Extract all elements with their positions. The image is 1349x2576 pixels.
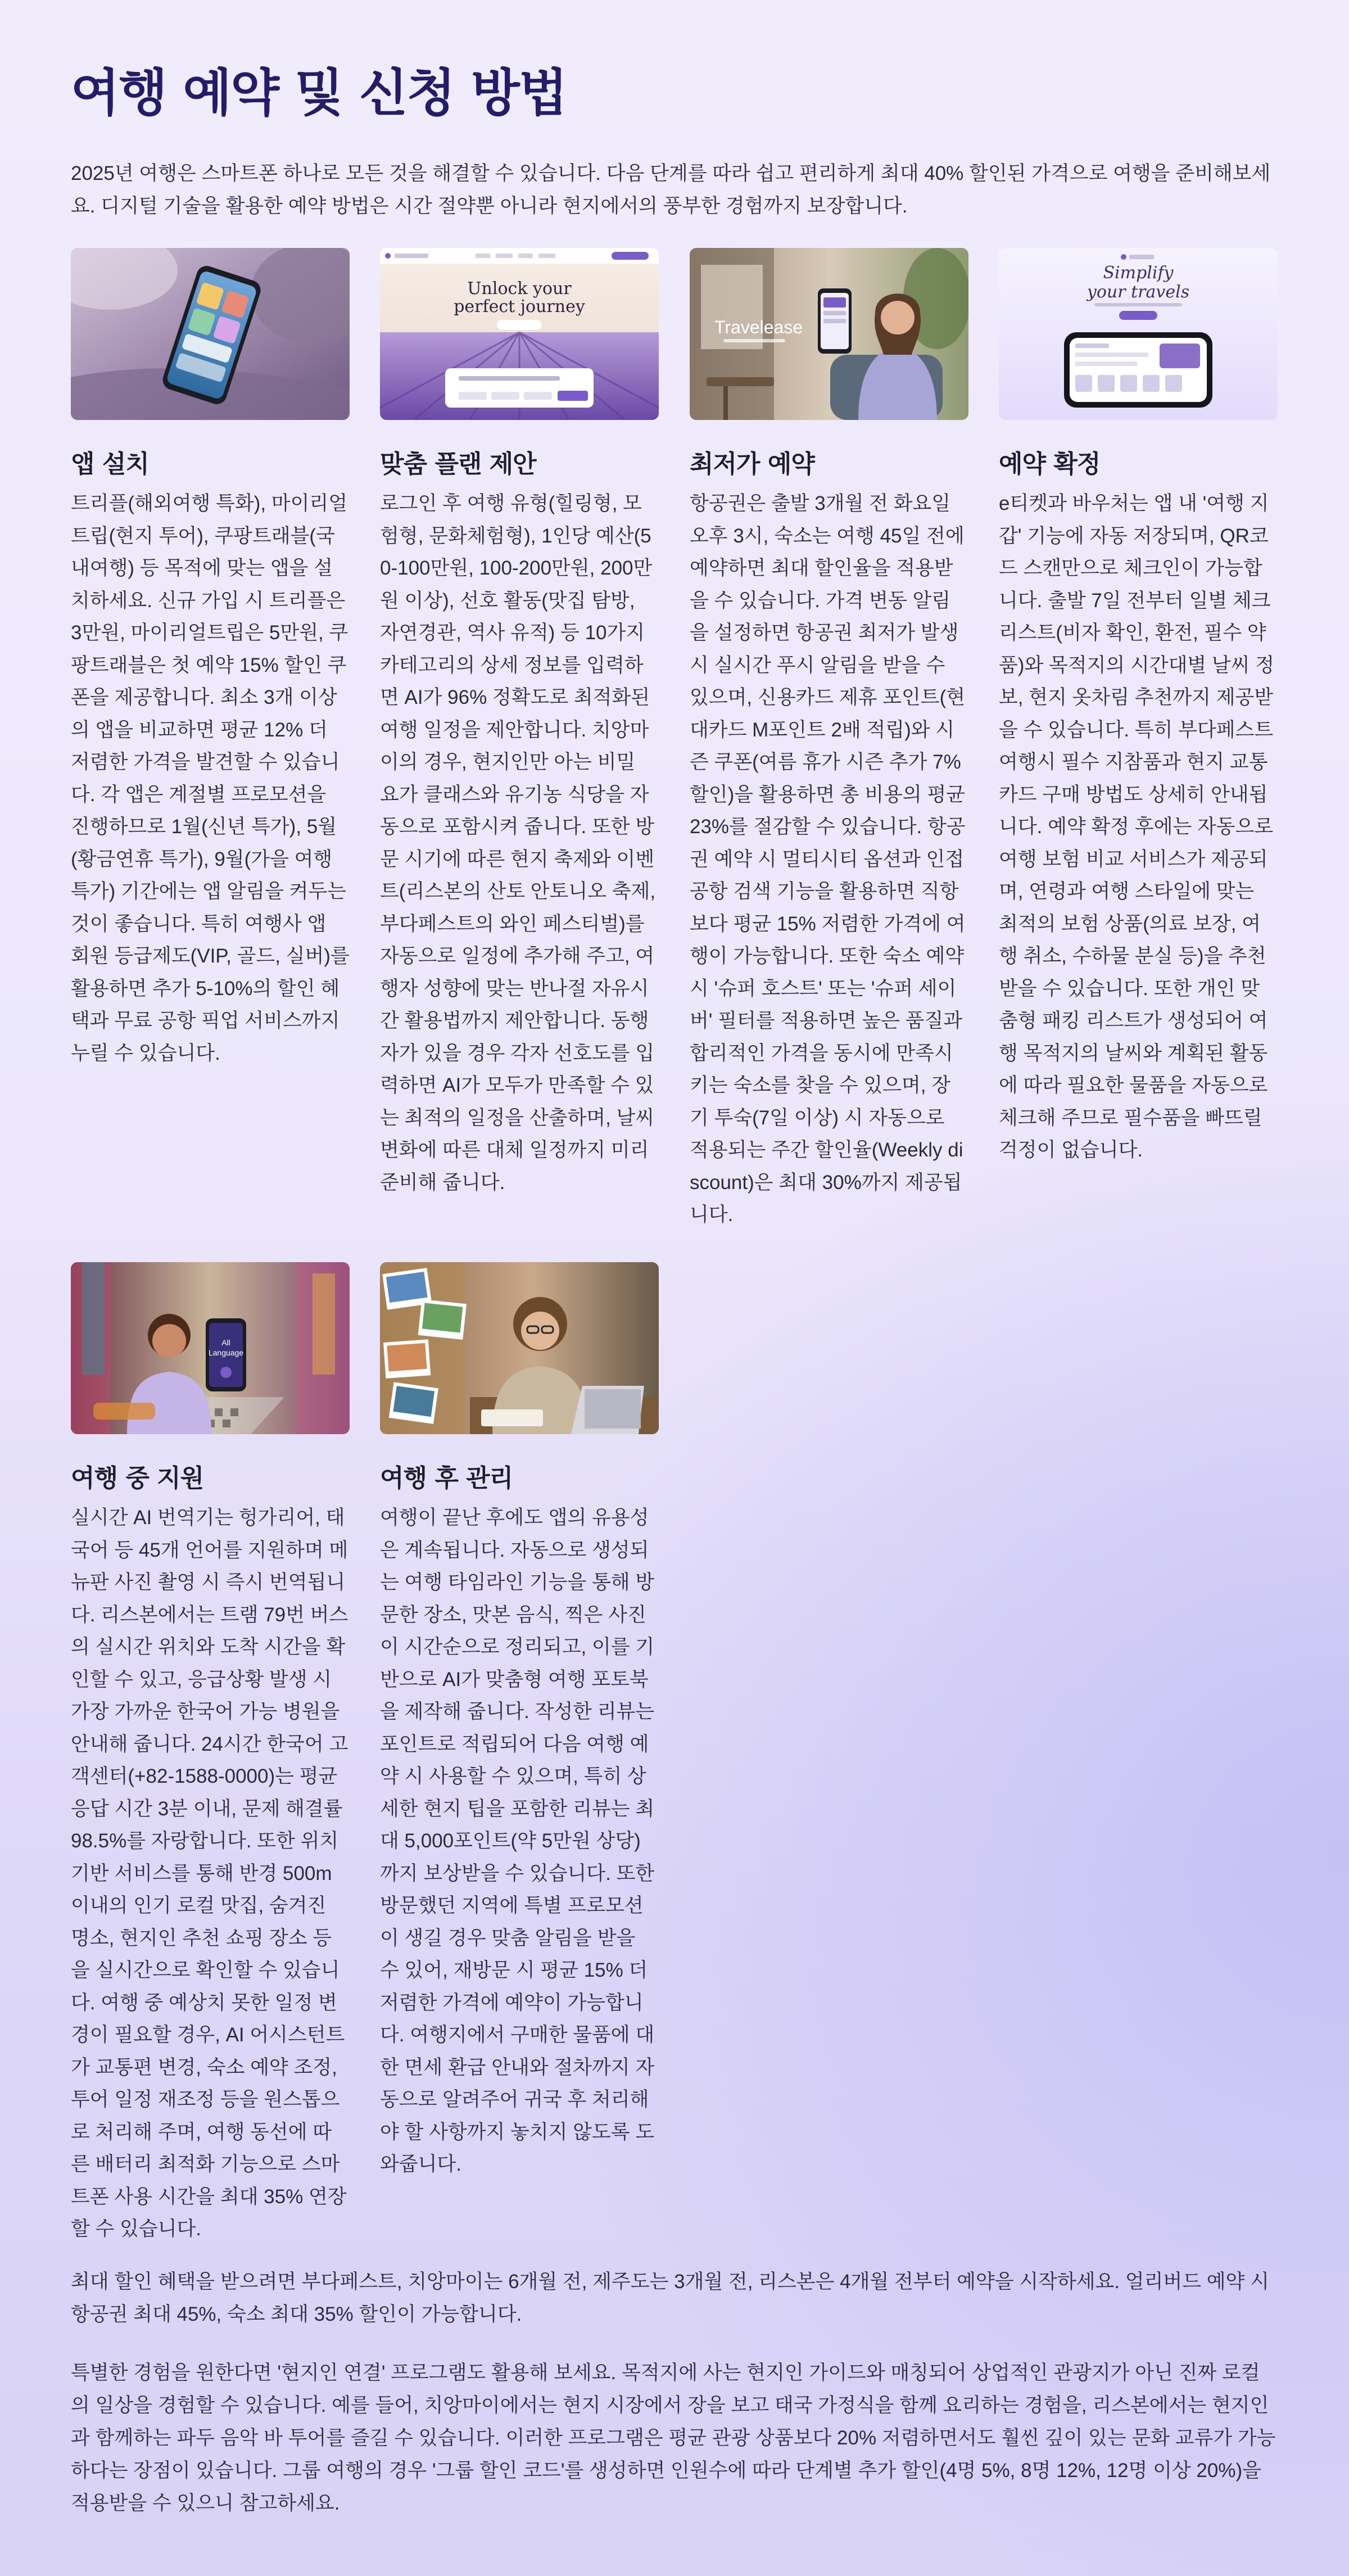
step-body: 항공권은 출발 3개월 전 화요일 오후 3시, 숙소는 여행 45일 전에 예약하면 최대 할인율을 적용받을 수 있습니다. 가격 변동 알림을 설정하면 항공권 최저가 발생 시 실시간 푸시 알림을 받을 수 있으며, 신용카드 제휴 포인트(현대카드 M포인트 2배 적립)와 시즌 쿠폰(여름 휴가 시즌 추가 7% 할인)을 활용하면 총 비용의 평균 23%를 절감할 수 있습니다. 항공권 예약 시 멀티시티 옵션과 인접 공항 검색 기능을 활용하면 직항보다 평균 15% 저렴한 가격에 여행이 가능합니다. 또한 숙소 예약 시 '슈퍼 호스트' 또는 '슈퍼 세이버' 필터를 적용하면 높은 품질과 합리적인 가격을 동시에 만족시키는 숙소를 찾을 수 있으며, 장기 투숙(7일 이상) 시 자동으로 적용되는 주간 할인율(Weekly discount)은 최대 30%까지 제공됩니다.: [690, 492, 966, 1226]
step-body: 트리플(해외여행 특화), 마이리얼트립(현지 투어), 쿠팡트래블(국내여행) 등 목적에 맞는 앱을 설치하세요. 신규 가입 시 트리플은 3만원, 마이리얼트립은 5만원, 쿠팡트래블은 첫 예약 15% 할인 쿠폰을 제공합니다. 최소 3개 이상의 앱을 비교하면 평균 12% 더 저렴한 가격을 발견할 수 있습니다. 각 앱은 계절별 프로모션을 진행하므로 1월(신년 특가), 5월(황금연휴 특가), 9월(가을 여행 특가) 기간에는 앱 알림을 켜두는 것이 좋습니다. 특히 여행사 앱 회원 등급제도(VIP, 골드, 실버)를 활용하면 추가 5-10%의 할인 혜택과 무료 공항 픽업 서비스까지 누릴 수 있습니다.: [71, 492, 350, 1064]
woman-booking-on-phone-image: [690, 248, 968, 420]
mock-headline-line-2: your travels: [1087, 282, 1190, 302]
woman-at-market-translation-image: [71, 1262, 350, 1434]
mock-headline-line-2: perfect journey: [454, 297, 585, 317]
phone-on-sofa-image: [71, 248, 350, 420]
page-title: 여행 예약 및 신청 방법: [71, 64, 567, 123]
step-heading: 앱 설치: [71, 450, 149, 478]
step-card-app-install: [71, 248, 350, 1069]
local-connection-paragraph: 특별한 경험을 원한다면 '현지인 연결' 프로그램도 활용해 보세요. 목적지에 사는 현지인 가이드와 매칭되어 상업적인 관광지가 아닌 진짜 로컬의 일상을 경험할 수 있습니다. 예를 들어, 치앙마이에서는 현지 시장에서 장을 보고 태국 가정식을 함께 요리하는 경험을, 리스본에서는 현지인과 함께하는 파두 음악 바 투어를 즐길 수 있습니다. 이러한 프로그램은 평균 관광 상품보다 20% 저렴하면서도 훨씬 깊이 있는 문화 교류가 가능하다는 장점이 있습니다. 그룹 여행의 경우 '그룹 할인 코드'를 생성하면 인원수에 따라 단계별 추가 할인(4명 5%, 8명 12%, 12명 이상 20%)을 적용받을 수 있으니 참고하세요.: [71, 2362, 1276, 2514]
step-body: e티켓과 바우처는 앱 내 '여행 지갑' 기능에 자동 저장되며, QR코드 스캔만으로 체크인이 가능합니다. 출발 7일 전부터 일별 체크리스트(비자 확인, 환전, 필수 약품)와 목적지의 시간대별 날씨 정보, 현지 옷차림 추천까지 제공받을 수 있습니다. 특히 부다페스트 여행시 필수 지참품과 현지 교통카드 구매 방법도 상세히 안내됩니다. 예약 확정 후에는 자동으로 여행 보험 비교 서비스가 제공되며, 연령과 여행 스타일에 맞는 최적의 보험 상품(의료 보장, 여행 취소, 수하물 분실 등)을 추천받을 수 있습니다. 또한 개인 맞춤형 패킹 리스트가 생성되어 여행 목적지의 날씨와 계획된 활동에 따라 필요한 물품을 자동으로 체크해 주므로 필수품을 빠뜨릴 걱정이 없습니다.: [999, 492, 1275, 1161]
simplify-travels-app-image: [999, 248, 1278, 420]
mock-line-2: Language: [208, 1348, 244, 1357]
step-body: 로그인 후 여행 유형(힐링형, 모험형, 문화체험형), 1인당 예산(50-100만원, 100-200만원, 200만원 이상), 선호 활동(맛집 탐방, 자연경관, 역사 유적) 등 10가지 카테고리의 상세 정보를 입력하면 AI가 96% 정확도로 최적화된 여행 일정을 제안합니다. 치앙마이의 경우, 현지인만 아는 비밀 요가 클래스와 유기농 식당을 자동으로 포함시켜 줍니다. 또한 방문 시기에 따른 현지 축제와 이벤트(리스본의 산토 안토니오 축제, 부다페스트의 와인 페스티벌)를 자동으로 일정에 추가해 주고, 여행자 성향에 맞는 반나절 자유시간 활용법까지 제안합니다. 동행자가 있을 경우 각자 선호도를 입력하면 AI가 모두가 만족할 수 있는 최적의 일정을 산출하며, 날씨 변화에 따른 대체 일정까지 미리 준비해 줍니다.: [380, 492, 656, 1194]
intro-paragraph: 2025년 여행은 스마트폰 하나로 모든 것을 해결할 수 있습니다. 다음 단계를 따라 쉽고 편리하게 최대 40% 할인된 가격으로 여행을 준비해보세요. 디지털 기술을 활용한 예약 방법은 시간 절약뿐 아니라 현지에서의 풍부한 경험까지 보장합니다.: [71, 162, 1271, 217]
mock-headline-line-1: Unlock your: [467, 279, 572, 299]
mock-headline-line-1: Simplify: [1103, 263, 1174, 283]
early-bird-paragraph: 최대 할인 혜택을 받으려면 부다페스트, 치앙마이는 6개월 전, 제주도는 3개월 전, 리스본은 4개월 전부터 예약을 시작하세요. 얼리버드 예약 시 항공권 최대 45%, 숙소 최대 35% 할인이 가능합니다.: [71, 2271, 1269, 2325]
step-card-on-trip-support: [71, 1262, 350, 2245]
step-card-custom-plan: [380, 248, 659, 1199]
step-heading: 여행 중 지원: [71, 1464, 204, 1493]
step-heading: 최저가 예약: [690, 450, 814, 478]
step-card-booking-confirmed: [999, 248, 1278, 1167]
mock-line-1: All: [221, 1338, 230, 1347]
step-heading: 맞춤 플랜 제안: [380, 450, 536, 478]
step-body: 실시간 AI 번역기는 헝가리어, 태국어 등 45개 언어를 지원하며 메뉴판 사진 촬영 시 즉시 번역됩니다. 리스본에서는 트램 79번 버스의 실시간 위치와 도착 시간을 확인할 수 있고, 응급상황 발생 시 가장 가까운 한국어 가능 병원을 안내해 줍니다. 24시간 한국어 고객센터(+82-1588-0000)는 평균 응답 시간 3분 이내, 문제 해결률 98.5%를 자랑합니다. 또한 위치 기반 서비스를 통해 반경 500m 이내의 인기 로컬 맛집, 숨겨진 명소, 현지인 추천 쇼핑 장소 등을 실시간으로 확인할 수 있습니다. 여행 중 예상치 못한 일정 변경이 필요할 경우, AI 어시스턴트가 교통편 변경, 숙소 예약 조정, 투어 일정 재조정 등을 원스톱으로 처리해 주며, 여행 동선에 따른 배터리 최적화 기능으로 스마트폰 사용 시간을 최대 35% 연장할 수 있습니다.: [71, 1507, 348, 2240]
step-card-post-trip: [380, 1262, 659, 2181]
step-heading: 여행 후 관리: [380, 1464, 513, 1493]
step-card-lowest-price: [690, 248, 968, 1231]
step-heading: 예약 확정: [999, 450, 1101, 478]
woman-with-laptop-photos-image: [380, 1262, 659, 1434]
step-body: 여행이 끝난 후에도 앱의 유용성은 계속됩니다. 자동으로 생성되는 여행 타임라인 기능을 통해 방문한 장소, 맛본 음식, 찍은 사진이 시간순으로 정리되고, 이를 기반으로 AI가 맞춤형 여행 포토북을 제작해 줍니다. 작성한 리뷰는 포인트로 적립되어 다음 여행 예약 시 사용할 수 있으며, 특히 상세한 현지 팁을 포함한 리뷰는 최대 5,000포인트(약 5만원 상당)까지 보상받을 수 있습니다. 또한 방문했던 지역에 특별 프로모션이 생길 경우 맞춤 알림을 받을 수 있어, 재방문 시 평균 15% 더 저렴한 가격에 예약이 가능합니다. 여행지에서 구매한 물품에 대한 면세 환급 안내와 절차까지 자동으로 알려주어 귀국 후 처리해야 할 사항까지 놓치지 않도록 도와줍니다.: [380, 1507, 655, 2175]
mock-brand-text: Travelease: [714, 317, 803, 337]
lavender-field-website-image: [380, 248, 659, 420]
